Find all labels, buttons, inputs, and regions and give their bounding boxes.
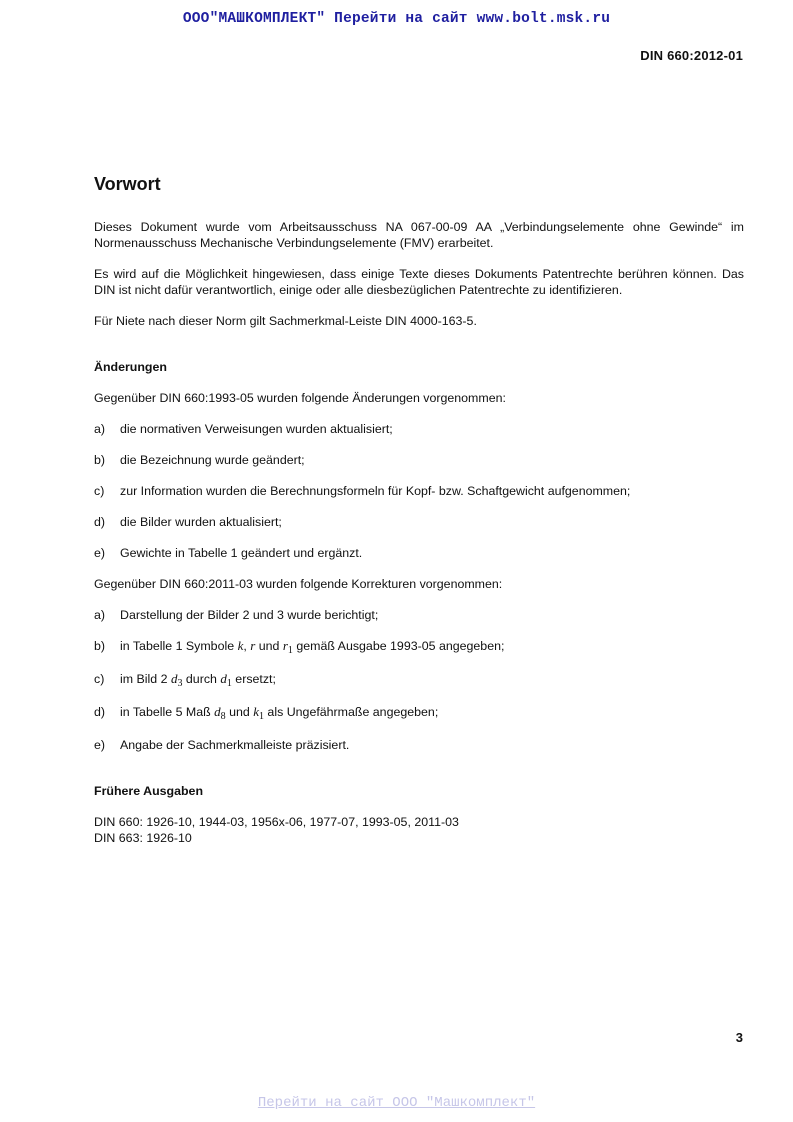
changes-list-1 <box>94 421 744 561</box>
changes-intro-2: Gegenüber DIN 660:2011-03 wurden folgende Korrekturen vorgenommen: <box>94 577 503 591</box>
text-segment: als Ungefährmaße angegeben; <box>263 705 439 719</box>
previous-editions-list <box>94 814 744 846</box>
changes-intro-1: Gegenüber DIN 660:1993-05 wurden folgende Änderungen vorgenommen: <box>94 391 506 405</box>
item-text: die normativen Verweisungen wurden aktualisiert; <box>120 422 393 436</box>
text-segment: in Tabelle 1 Symbole <box>120 639 238 653</box>
item-label: c) <box>94 484 105 498</box>
text-segment: und <box>225 705 254 719</box>
foreword-paragraph-1: Dieses Dokument wurde vom Arbeitsausschuss NA 067-00-09 AA „Verbindungselemente ohne Gewinde“ im Normenausschuss Mechanische Verbindungselemente (FMV) erarbeitet. <box>94 220 744 250</box>
item-text: die Bilder wurden aktualisiert; <box>120 515 282 529</box>
symbol-d1 <box>220 671 232 689</box>
item-label: e) <box>94 738 106 752</box>
list-item <box>94 638 744 654</box>
previous-editions-heading: Frühere Ausgaben <box>94 784 204 798</box>
top-banner-link[interactable]: ООО"МАШКОМПЛЕКТ" Перейти на сайт www.bolt.msk.ru <box>182 11 611 27</box>
symbol-subscript: 1 <box>226 678 232 689</box>
list-item <box>94 514 744 530</box>
item-label: a) <box>94 608 106 622</box>
previous-edition-line: DIN 660: 1926-10, 1944-03, 1956x-06, 1977-07, 1993-05, 2011-03 <box>94 815 459 829</box>
symbol-letter: d <box>220 671 227 686</box>
symbol-letter: d <box>214 704 221 719</box>
text-segment: ersetzt; <box>231 672 276 686</box>
item-label: a) <box>94 422 106 436</box>
bottom-site-link[interactable]: Перейти на сайт ООО "Машкомплект" <box>257 1095 536 1111</box>
item-label: d) <box>94 515 106 529</box>
item-text <box>120 671 276 687</box>
list-item <box>94 421 744 437</box>
item-text: die Bezeichnung wurde geändert; <box>120 453 305 467</box>
previous-edition-line: DIN 663: 1926-10 <box>94 831 192 845</box>
item-text: zur Information wurden die Berechnungsformeln für Kopf- bzw. Schaftgewicht aufgenommen; <box>120 484 631 498</box>
symbol-r: r <box>250 638 256 653</box>
list-item <box>94 737 744 753</box>
document-id: DIN 660:2012-01 <box>640 48 743 63</box>
item-label: d) <box>94 705 106 719</box>
list-item <box>94 671 744 687</box>
item-text <box>120 638 504 654</box>
symbol-k1 <box>253 704 264 722</box>
list-item <box>94 483 744 499</box>
symbol-k: k <box>237 638 244 653</box>
list-item <box>94 545 744 561</box>
item-text: Angabe der Sachmerkmalleiste präzisiert. <box>120 738 350 752</box>
foreword-paragraph-2: Es wird auf die Möglichkeit hingewiesen, dass einige Texte dieses Dokuments Patentrechte berühren können. Das DIN ist nicht dafür verantwortlich, einige oder alle diesbezüglichen Patentrechte zu identifizieren. <box>94 267 744 297</box>
changes-heading: Änderungen <box>94 360 167 374</box>
text-segment: und <box>255 639 283 653</box>
symbol-r1 <box>282 638 293 656</box>
text-segment: in Tabelle 5 Maß <box>120 705 215 719</box>
symbol-letter: r <box>282 638 288 653</box>
item-label: c) <box>94 672 105 686</box>
item-text: Gewichte in Tabelle 1 geändert und ergänzt. <box>120 546 363 560</box>
text-segment: im Bild 2 <box>120 672 171 686</box>
symbol-d8 <box>214 704 226 722</box>
list-item <box>94 452 744 468</box>
text-segment: , <box>243 639 251 653</box>
page-number: 3 <box>735 1030 743 1045</box>
item-text <box>120 704 438 720</box>
item-text: Darstellung der Bilder 2 und 3 wurde berichtigt; <box>120 608 379 622</box>
symbol-subscript: 1 <box>258 711 264 722</box>
symbol-subscript: 3 <box>177 678 183 689</box>
text-segment: durch <box>182 672 221 686</box>
symbol-letter: k <box>253 704 259 719</box>
text-segment: gemäß Ausgabe 1993-05 angegeben; <box>292 639 505 653</box>
item-label: b) <box>94 453 106 467</box>
item-label: b) <box>94 639 106 653</box>
item-label: e) <box>94 546 106 560</box>
list-item <box>94 704 744 720</box>
foreword-paragraph-3: Für Niete nach dieser Norm gilt Sachmerkmal-Leiste DIN 4000-163-5. <box>94 314 477 328</box>
symbol-d3 <box>170 671 183 689</box>
symbol-subscript: 8 <box>220 711 226 722</box>
foreword-title: Vorwort <box>94 174 161 194</box>
symbol-letter: d <box>170 671 178 686</box>
list-item <box>94 607 744 623</box>
document-body <box>94 173 744 846</box>
changes-list-2 <box>94 607 744 753</box>
symbol-subscript: 1 <box>287 645 293 656</box>
